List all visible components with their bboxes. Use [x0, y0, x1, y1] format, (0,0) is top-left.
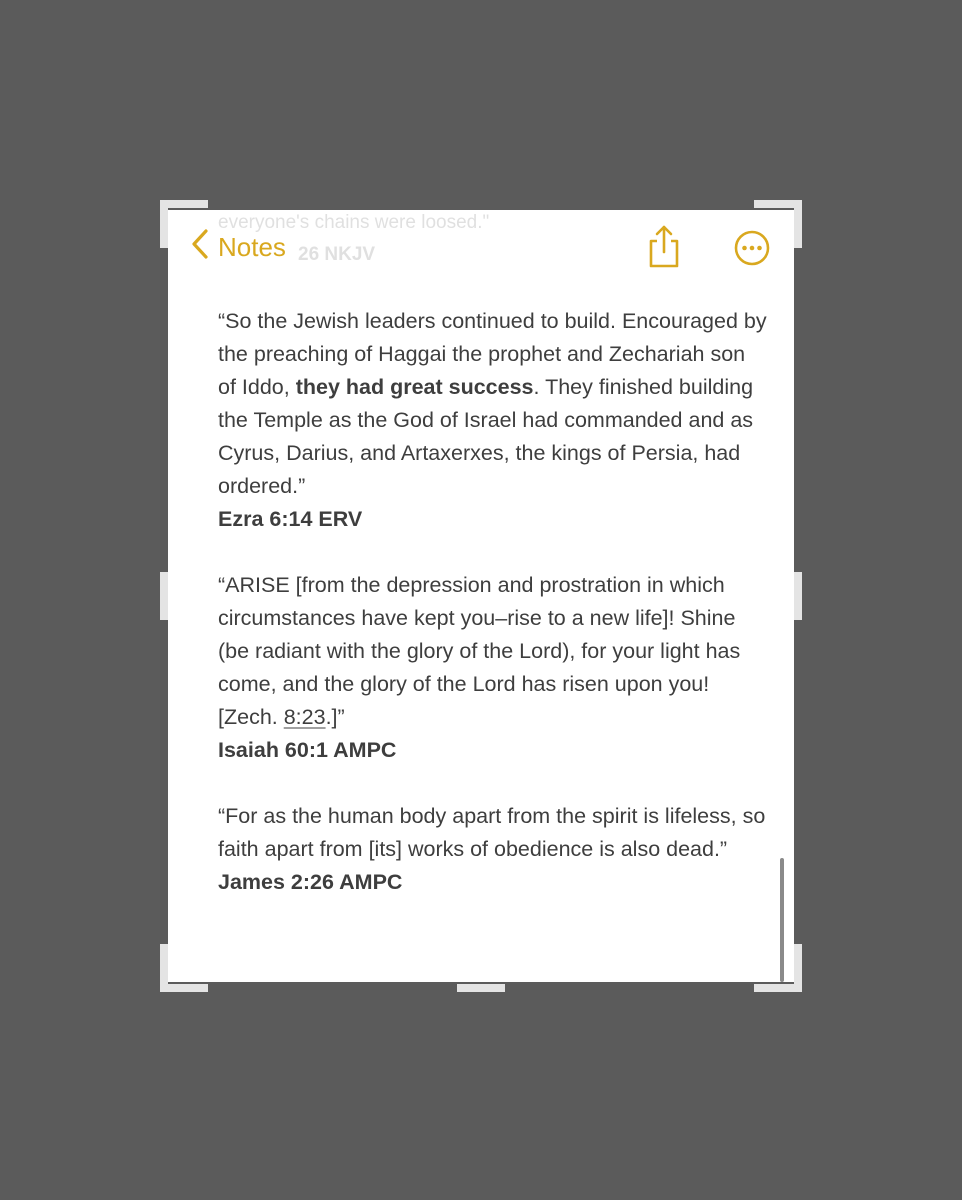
share-button[interactable]: [646, 224, 682, 270]
bold-emphasis: they had great success: [295, 375, 534, 399]
ghost-previous-line: everyone's chains were loosed.": [218, 212, 490, 233]
back-label: Notes: [218, 231, 286, 262]
verse-reference: Ezra 6:14 ERV: [218, 507, 363, 531]
cross-reference-link[interactable]: 8:23: [283, 705, 326, 729]
crop-handle-right[interactable]: [794, 572, 802, 620]
note-card: [168, 210, 794, 982]
more-options-button[interactable]: [734, 230, 770, 266]
crop-handle-top-left[interactable]: [160, 200, 168, 248]
ellipsis-circle-icon: [734, 253, 770, 270]
verse-isaiah: [218, 569, 768, 767]
crop-handle-bottom-right[interactable]: [794, 944, 802, 992]
scrollbar[interactable]: [780, 858, 784, 982]
verse-text: “For as the human body apart from the spirit is lifeless, so faith apart from [its] works of obedience is also dead.”: [218, 804, 766, 861]
chevron-left-icon: [190, 228, 210, 265]
crop-frame: [160, 200, 802, 992]
crop-handle-top-right[interactable]: [794, 200, 802, 248]
verse-james: [218, 800, 768, 899]
verse-text: “So the Jewish leaders continued to build. Encouraged by the preaching of Haggai the prophet and Zechariah son of Iddo, they had great success. They finished building the Temple as the God of Israel had commanded and as Cyrus, Darius, and Artaxerxes, the kings of Persia, had ordered.”: [218, 309, 767, 498]
share-icon: [646, 257, 682, 274]
crop-handle-left[interactable]: [160, 572, 168, 620]
note-body[interactable]: [218, 305, 768, 932]
verse-reference: James 2:26 AMPC: [218, 870, 403, 894]
back-to-notes-button[interactable]: [190, 228, 286, 265]
crop-handle-bottom[interactable]: [457, 984, 505, 992]
verse-text: “ARISE [from the depression and prostration in which circumstances have kept you–rise to a new life]! Shine (be radiant with the glory of the Lord), for your light has come, and the glory of the Lord has risen upon you! [Zech. 8:23.]”: [218, 573, 741, 729]
crop-handle-bottom-left[interactable]: [160, 944, 168, 992]
verse-reference: Isaiah 60:1 AMPC: [218, 738, 397, 762]
ghost-previous-reference: 26 NKJV: [298, 244, 376, 265]
verse-ezra: [218, 305, 768, 536]
